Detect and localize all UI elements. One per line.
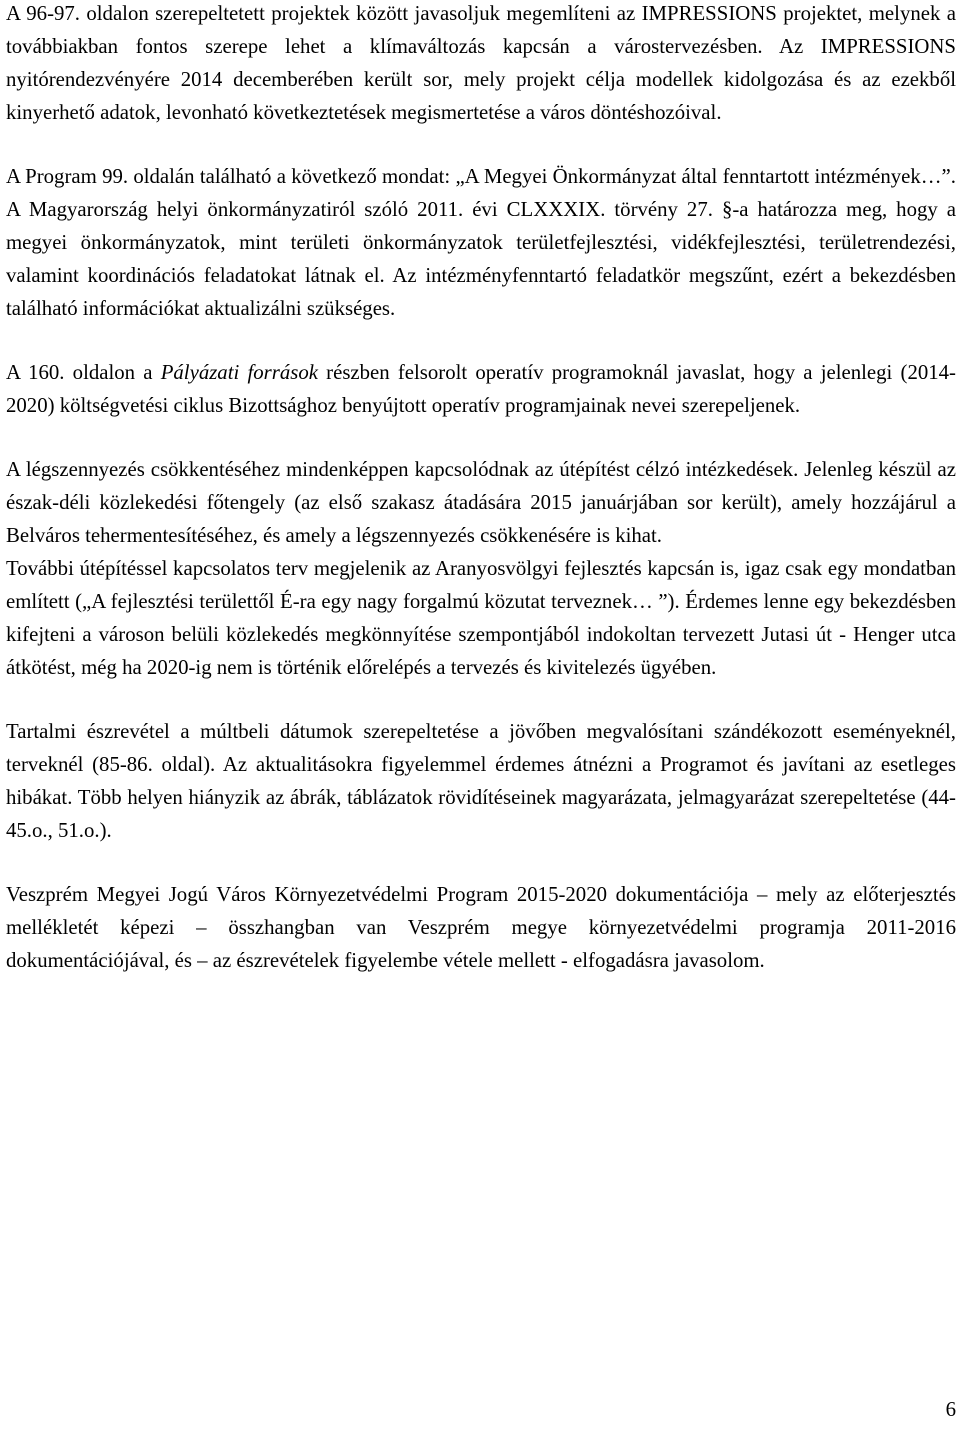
paragraph-conclusion: Veszprém Megyei Jogú Város Környezetvédelmi Program 2015-2020 dokumentációja – mely az előterjesztés mellékletét képezi – összhangban van Veszprém megye környezetvédelmi programja 2011-2016 dokumentációjával, és – az észrevételek figyelembe vétele mellett - elfogadásra javasolom. <box>6 883 956 972</box>
paragraph-funding-sources <box>6 356 956 422</box>
emphasis-palyazati-forrasok: Pályázati források <box>160 361 318 384</box>
page-number: 6 <box>945 1398 956 1421</box>
paragraph-past-dates: Tartalmi észrevétel a múltbeli dátumok szerepeltetése a jövőben megvalósítani szándékozott eseményeknél, terveknél (85-86. oldal). Az aktualitásokra figyelemmel érdemes átnézni a Programot és javítani az esetleges hibákat. Több helyen hiányzik az ábrák, táblázatok rövidítéseinek magyarázata, jelmagyarázat szerepeltetése (44-45.o., 51.o.). <box>6 720 956 842</box>
paragraph-funding-sources-rest: részben felsorolt operatív programoknál javaslat, hogy a jelenlegi (2014-2020) költségvetési ciklus Bizottsághoz benyújtott operatív programjainak nevei szerepeljenek. <box>6 361 956 417</box>
paragraph-impressions: A 96-97. oldalon szerepeltetett projektek között javasoljuk megemlíteni az IMPRESSIONS projektet, melynek a továbbiakban fontos szerepe lehet a klímaváltozás kapcsán a várostervezésben. Az IMPRESSIONS nyitórendezvényére 2014 decemberében került sor, mely projekt célja modellek kidolgozása és az ezekből kinyerhető adatok, levonható következtetések megismertetése a város döntéshozóival. <box>6 2 956 124</box>
paragraph-road-construction: További útépítéssel kapcsolatos terv megjelenik az Aranyosvölgyi fejlesztés kapcsán is, igaz csak egy mondatban említett („A fejlesztési területtől É-ra egy nagy forgalmú közutat terveznek… ”). Érdemes lenne egy bekezdésben kifejteni a városon belüli közlekedés megkönnyítése szempontjából indokoltan tervezett Jutasi út - Henger utca átkötést, még ha 2020-ig nem is történik előrelépés a tervezés és kivitelezés ügyében. <box>6 557 956 679</box>
paragraph-funding-sources-lead: A 160. oldalon a <box>6 361 161 384</box>
paragraph-air-pollution: A légszennyezés csökkentéséhez mindenképpen kapcsolódnak az útépítést célzó intézkedések. Jelenleg készül az észak-déli közlekedési főtengely (az első szakasz átadására 2015 januárjában sor került), amely hozzájárul a Belváros tehermentesítéséhez, és amely a légszennyezés csökkenésére is kihat. <box>6 458 956 547</box>
document-page <box>6 0 956 977</box>
paragraph-program-99: A Program 99. oldalán található a következő mondat: „A Megyei Önkormányzat által fenntartott intézmények…”. A Magyarország helyi önkormányzatiról szóló 2011. évi CLXXXIX. törvény 27. §-a határozza meg, hogy a megyei önkormányzatok, mint területi önkormányzatok területfejlesztési, vidékfejlesztési, területrendezési, valamint koordinációs feladatokat látnak el. Az intézményfenntartó feladatkör megszűnt, ezért a bekezdésben található információkat aktualizálni szükséges. <box>6 165 956 320</box>
